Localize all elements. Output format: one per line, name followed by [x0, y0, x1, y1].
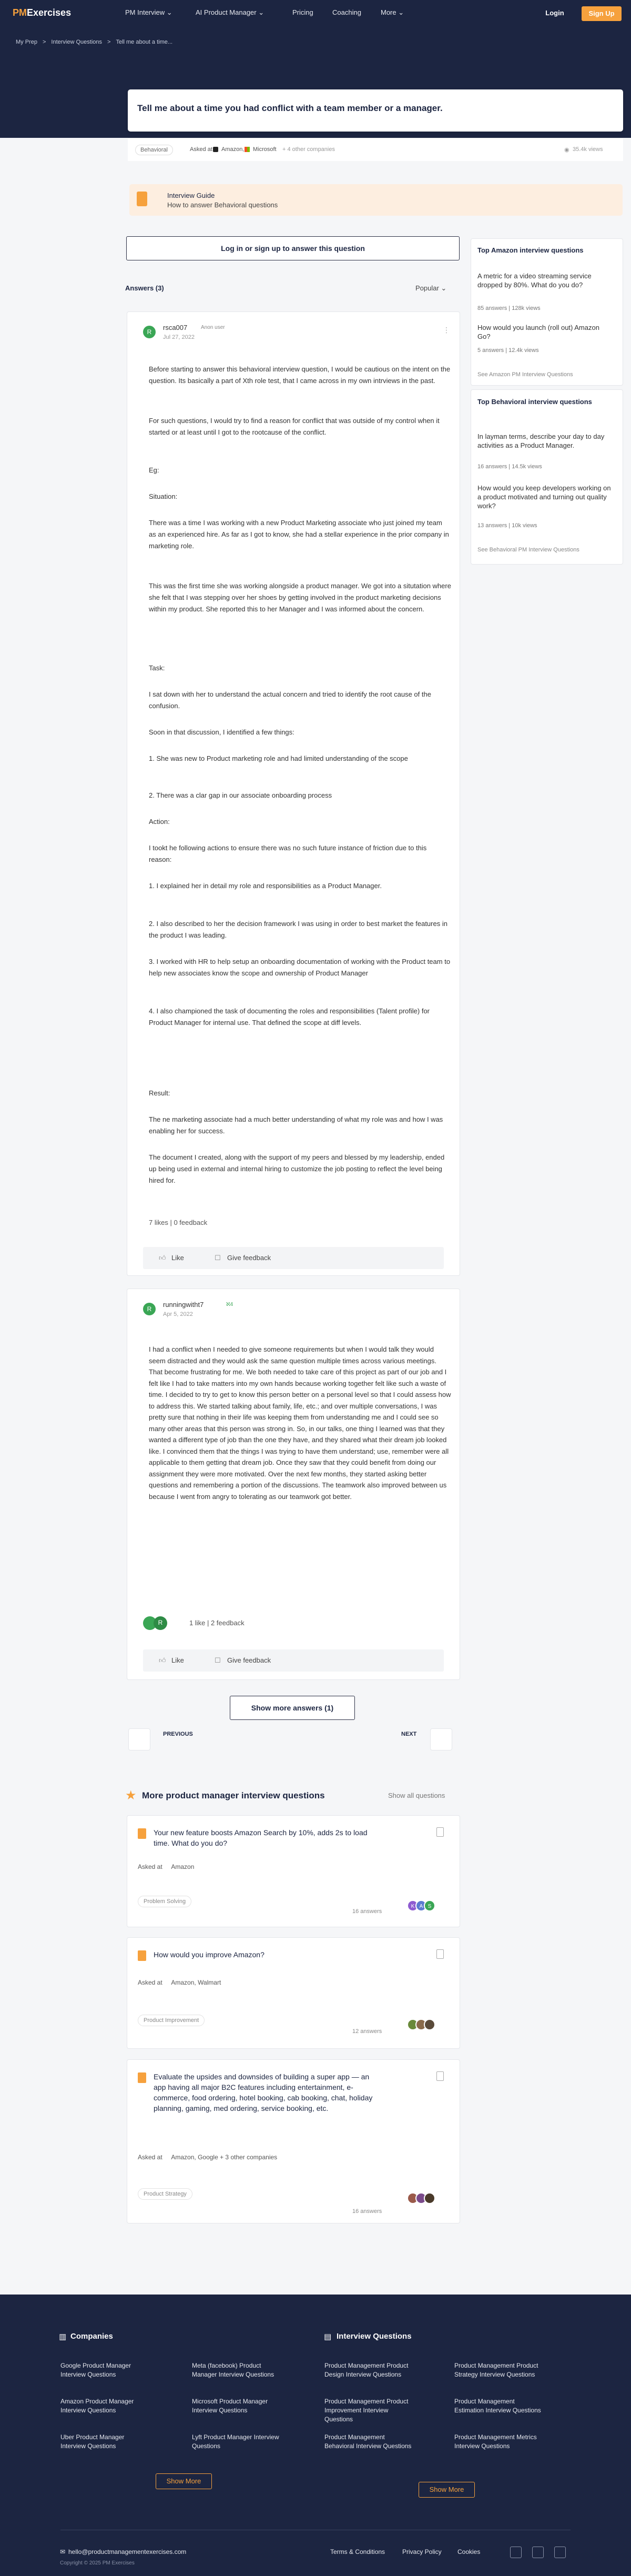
answer-paragraph: This was the first time she was working alongside a product manager. We got into a situtation where she felt that I was stepping over her shoes by getting involved in the product marketing decisions within my product. She reported this to her Manager and I was informed about the concern.: [149, 582, 451, 613]
sort-dropdown[interactable]: Popular ⌄: [415, 284, 447, 292]
answer-paragraph: There was a time I was working with a new Product Marketing associate who just joined my team as an experienced hire. As far as I got to know, she had a stellar experience in the prior company in marketing role.: [149, 519, 449, 550]
footer-companies-show-more[interactable]: Show More: [156, 2473, 212, 2489]
star-icon: ★: [125, 1788, 137, 1803]
question-icon: [138, 1828, 146, 1839]
asked-at-label: Asked at: [138, 1979, 162, 1986]
sidebar-question[interactable]: In layman terms, describe your day to day activities as a Product Manager.: [477, 432, 605, 449]
footer-link[interactable]: Google Product Manager Interview Questions: [60, 2362, 131, 2378]
answer-paragraph: Result:: [149, 1089, 170, 1097]
footer-copyright: Copyright © 2025 PM Exercises: [60, 2560, 135, 2566]
answer-card: R runningwitht7 ℵ4 Apr 5, 2022 I had a conflict when I needed to give someone requirements but when I would talk they would seem distracted and they would ask the same question multiple times across various meetings. That become frustrating for me. We both needed to take care of this project as part of our job and I felt like I had to take matters into my own hands because working together felt like such a waste of time. I decided to try to get to know this person better on a personal level so that I could assess how to address this. We started talking about family, life, etc.; and over multiple conversations, I was pretty sure that nothing in their life was keeping them from understanding me and I could see so many other areas that this person was strong in. So, in our talks, one thing I learned was that they wanted a different type of job than the one they have, and they shared what their dream job looked like. I convinced them that the things I was trying to have them understand; use, remember were all applicable to them getting that dream job. Once they saw that they could benefit from doing our assignment they were more motivated. Over the next few months, they started asking better questions and remembering a portion of the discussions. The teamwork also improved between us because I went from angry to tolerating as our teamwork got better. R 1 like | 2 feedback 👍︎ Like ☐ Give feedback: [127, 1289, 460, 1680]
sidebar-amazon-title: Top Amazon interview questions: [477, 246, 584, 254]
give-feedback-button[interactable]: Give feedback: [227, 1656, 271, 1664]
answer-count: 16 answers: [352, 2208, 382, 2215]
asked-at-label: Asked at: [138, 2154, 162, 2161]
breadcrumb-sep: >: [107, 39, 111, 45]
nav-more[interactable]: More ⌄: [381, 8, 404, 16]
company-list[interactable]: Amazon, Google + 3 other companies: [171, 2154, 278, 2161]
breadcrumb: [16, 39, 178, 45]
answer-text: I had a conflict when I needed to give someone requirements but when I would talk they would seem distracted and they would ask the same question multiple times across various meetings. That become frustrating for me. We both needed to take care of this project as part of our job and I felt like I had to take matters into my own hands because working together felt like such a waste of time. I decided to try to get to know this person better on a personal level so that I could assess how to address this. We started talking about family, life, etc.; and over multiple conversations, I was pretty sure that nothing in their life was keeping them from understanding me and I could see so many other areas that this person was strong in. So, in our talks, one thing I learned was that they wanted a different type of job than the one they have, and they shared what their dream job looked like. I convinced them that the things I was trying to have them understand; use, remember were all applicable to them getting that dream job. Once they saw that they could benefit from doing our assignment they were more motivated. Over the next few months, they started asking better questions and remembering a portion of the discussions. The teamwork also improved between us because I went from angry to tolerating as our teamwork got better.: [149, 1345, 451, 1501]
breadcrumb-my-prep[interactable]: My Prep: [16, 39, 37, 45]
like-count[interactable]: 7 likes: [149, 1219, 168, 1226]
answer-paragraph: The document I created, along with the support of my peers and blessed by my leadership, ended up being used in external and internal hiring to customize the job posting to reflect the level being hired for.: [149, 1153, 445, 1184]
facebook-icon[interactable]: [554, 2547, 566, 2558]
sidebar-behavioral-title: Top Behavioral interview questions: [477, 398, 592, 406]
answer-paragraph: Situation:: [149, 492, 178, 500]
nav-ai-product-manager[interactable]: AI Product Manager ⌄: [196, 8, 264, 16]
user-badge: ℵ4: [226, 1302, 233, 1307]
previous-arrow-button[interactable]: [128, 1728, 150, 1750]
company-amazon[interactable]: Amazon,: [221, 146, 245, 153]
question-card-title[interactable]: Your new feature boosts Amazon Search by 10%, adds 2s to load time. What do you do?: [154, 1828, 368, 1847]
question-tag[interactable]: Product Improvement: [138, 2015, 205, 2026]
question-icon: [138, 1950, 146, 1961]
answers-heading: Answers (3): [125, 284, 164, 292]
sidebar-question-meta: 5 answers | 12.4k views: [477, 347, 539, 354]
view-count: 35.4k views: [573, 146, 603, 153]
answer-paragraph: Task:: [149, 664, 165, 672]
footer-link[interactable]: Product Management Metrics Interview Questions: [454, 2433, 537, 2450]
question-card: [128, 89, 623, 132]
amazon-logo-icon: [213, 147, 218, 152]
interview-guide-banner[interactable]: [129, 184, 623, 216]
answerer-avatar: K: [407, 1900, 419, 1911]
guide-title: Interview Guide: [167, 192, 215, 199]
footer-questions-title: Interview Questions: [337, 2332, 412, 2341]
login-to-answer-button[interactable]: Log in or sign up to answer this question: [126, 236, 460, 260]
sidebar-amazon-questions: [471, 238, 623, 386]
footer-link[interactable]: Product Management Estimation Interview Questions: [454, 2398, 541, 2414]
answer-paragraph: 2. I also described to her the decision framework I was using in order to best market the features in the product I was leading.: [149, 920, 447, 939]
sidebar-question-meta: 13 answers | 10k views: [477, 522, 537, 529]
mail-icon: ✉: [60, 2548, 66, 2555]
question-title: Tell me about a time you had conflict with a team member or a manager.: [137, 103, 443, 113]
eye-icon: ◉: [564, 147, 569, 153]
answer-paragraph: For such questions, I would try to find a reason for conflict that was outside of my control when it started or at least until I got to the rootcause of the conflict.: [149, 417, 440, 436]
bookmark-icon[interactable]: [436, 1827, 444, 1837]
answerer-avatar: A: [415, 1900, 427, 1911]
footer-companies-title: Companies: [70, 2332, 113, 2341]
answer-paragraph: 2. There was a clar gap in our associate onboarding process: [149, 791, 332, 799]
sidebar-question-meta: 85 answers | 128k views: [477, 305, 541, 311]
question-tag[interactable]: Product Strategy: [138, 2188, 192, 2200]
category-tag[interactable]: Behavioral: [135, 145, 173, 155]
footer-link[interactable]: Product Management Product Improvement Interview Questions: [324, 2398, 409, 2423]
company-list[interactable]: Amazon: [171, 1863, 195, 1870]
feedback-icon: ☐: [215, 1656, 221, 1664]
guide-book-icon: [137, 192, 147, 206]
company-microsoft[interactable]: Microsoft: [253, 146, 277, 153]
signup-button[interactable]: Sign Up: [582, 6, 622, 21]
sidebar-amazon-link[interactable]: See Amazon PM Interview Questions: [477, 371, 573, 378]
twitter-icon[interactable]: [532, 2547, 544, 2558]
feedback-count[interactable]: 2 feedback: [210, 1619, 245, 1627]
footer-link[interactable]: Lyft Product Manager Interview Questions: [192, 2433, 279, 2450]
answer-paragraph: 3. I worked with HR to help setup an onboarding documentation of working with the Product team to help new associates know the scope and ownership of Product Manager: [149, 958, 451, 977]
question-card-title[interactable]: Evaluate the upsides and downsides of building a super app — an app having all major B2C features including entertainment, e-commerce, food ordering, hotel booking, cab booking, chat, holiday planning, gaming, med ordering, service booking, etc.: [154, 2072, 373, 2112]
sidebar-question[interactable]: How would you launch (roll out) Amazon Go?: [477, 324, 599, 340]
asked-at-label: Asked at: [190, 146, 212, 153]
answer-count: 12 answers: [352, 2028, 382, 2035]
avatar[interactable]: R: [143, 326, 156, 338]
like-count[interactable]: 1 like: [189, 1619, 206, 1627]
answer-paragraph: Before starting to answer this behavioral interview question, I would be cautious on the intent on the question. Its basically a part of Xth role test, that I came across in my own intrviews in the past.: [149, 365, 451, 385]
footer-link[interactable]: Product Management Behavioral Interview Questions: [324, 2433, 412, 2450]
question-card[interactable]: [127, 1937, 460, 2049]
sidebar-question-meta: 16 answers | 14.5k views: [477, 464, 542, 470]
previous-label[interactable]: PREVIOUS: [163, 1731, 193, 1737]
footer-link[interactable]: Uber Product Manager Interview Questions: [60, 2433, 125, 2450]
nav-pm-interview[interactable]: PM Interview ⌄: [125, 8, 172, 16]
question-meta: [128, 138, 623, 161]
like-button[interactable]: Like: [171, 1254, 184, 1262]
linkedin-icon[interactable]: [510, 2547, 522, 2558]
asked-at-label: Asked at: [138, 1863, 162, 1870]
answer-date: Jul 27, 2022: [163, 334, 195, 340]
more-questions-title: More product manager interview questions: [142, 1790, 325, 1800]
feedback-count[interactable]: 0 feedback: [174, 1219, 208, 1226]
avatar[interactable]: R: [143, 1303, 156, 1315]
liker-avatar[interactable]: R: [154, 1616, 167, 1630]
answerer-avatar: S: [424, 1900, 435, 1911]
top-nav: [0, 0, 631, 25]
building-icon: ▥: [59, 2332, 67, 2341]
nav-coaching[interactable]: Coaching: [332, 8, 361, 16]
username[interactable]: runningwitht7: [163, 1301, 204, 1309]
sidebar-question[interactable]: How would you keep developers working on a product motivated and turning out quality work?: [477, 484, 611, 510]
next-arrow-button[interactable]: [430, 1728, 452, 1750]
question-card[interactable]: [127, 1815, 460, 1927]
list-icon: ▤: [324, 2332, 332, 2341]
question-card[interactable]: [127, 2059, 460, 2223]
answer-paragraph: 1. I explained her in detail my role and responsibilities as a Product Manager.: [149, 882, 382, 890]
answer-paragraph: 1. She was new to Product marketing role and had limited understanding of the scope: [149, 754, 408, 762]
thumbs-up-icon: 👍︎: [159, 1656, 166, 1664]
breadcrumb-interview-questions[interactable]: Interview Questions: [51, 39, 103, 45]
username[interactable]: rsca007: [163, 324, 188, 331]
footer-terms-link[interactable]: Terms & Conditions: [330, 2548, 385, 2555]
footer-link[interactable]: Product Management Product Design Interview Questions: [324, 2362, 409, 2378]
show-all-questions-link[interactable]: Show all questions: [388, 1792, 445, 1799]
show-more-answers-button[interactable]: Show more answers (1): [230, 1696, 355, 1720]
give-feedback-button[interactable]: Give feedback: [227, 1254, 271, 1262]
like-button[interactable]: Like: [171, 1656, 184, 1664]
answer-paragraph: I sat down with her to understand the actual concern and tried to identify the root cause of the confusion.: [149, 690, 431, 710]
footer-email[interactable]: hello@productmanagementexercises.com: [68, 2548, 187, 2555]
answer-paragraph: Soon in that discussion, I identified a few things:: [149, 728, 294, 736]
sidebar-behavioral-questions: [471, 389, 623, 565]
footer-link[interactable]: Meta (facebook) Product Manager Interview Questions: [192, 2362, 274, 2378]
question-card-title[interactable]: How would you improve Amazon?: [154, 1950, 264, 1959]
feedback-icon: ☐: [215, 1254, 221, 1262]
login-button[interactable]: Login: [545, 9, 564, 17]
answer-paragraph: I tookt he following actions to ensure there was no such future instance of friction due to this reason:: [149, 844, 427, 863]
footer-link[interactable]: Product Management Product Strategy Interview Questions: [454, 2362, 538, 2378]
answer-paragraph: 4. I also championed the task of documenting the roles and responsibilities (Talent profile) for Product Manager for internal use. That defined the scope at diff levels.: [149, 1007, 430, 1027]
user-badge: Anon user: [201, 325, 225, 330]
answer-paragraph: Action:: [149, 818, 170, 826]
guide-subtitle[interactable]: How to answer Behavioral questions: [167, 201, 278, 209]
sidebar-behavioral-link[interactable]: See Behavioral PM Interview Questions: [477, 547, 579, 553]
company-list[interactable]: Amazon, Walmart: [171, 1979, 221, 1986]
footer-link[interactable]: Microsoft Product Manager Interview Questions: [192, 2398, 268, 2414]
bookmark-icon[interactable]: [436, 2071, 444, 2081]
sidebar-question[interactable]: A metric for a video streaming service dropped by 80%. What do you do?: [477, 272, 592, 289]
question-icon: [138, 2072, 146, 2083]
breadcrumb-current: Tell me about a time...: [116, 39, 173, 45]
bookmark-icon[interactable]: [436, 1949, 444, 1959]
question-tag[interactable]: Problem Solving: [138, 1896, 191, 1907]
answerer-avatar: [424, 2192, 435, 2204]
microsoft-logo-icon: [245, 147, 250, 152]
answer-action-bar: [143, 1247, 444, 1269]
thumbs-up-icon: 👍︎: [159, 1254, 166, 1262]
footer-link[interactable]: Amazon Product Manager Interview Questions: [60, 2398, 134, 2414]
more-options-icon[interactable]: ⋮: [443, 326, 450, 334]
breadcrumb-sep: >: [42, 39, 46, 45]
footer-cookies-link[interactable]: Cookies: [457, 2548, 481, 2555]
answer-date: Apr 5, 2022: [163, 1311, 193, 1317]
next-label[interactable]: NEXT: [401, 1731, 417, 1737]
footer-privacy-link[interactable]: Privacy Policy: [402, 2548, 442, 2555]
logo[interactable]: PMExercises: [13, 7, 72, 18]
answer-card: R rsca007 Anon user Jul 27, 2022 ⋮ Before starting to answer this behavioral interview question, I would be cautious on the intent on the question. Its basically a part of Xth role test, that I came across in my own intrviews in the past. For such questions, I would try to find a reason for conflict that was outside of my control when it started or at least until I got to the rootcause of the conflict. Eg: Situation: There was a time I was working with a new Product Marketing associate who just joined my team as an experienced hire. As far as I got to know, she had a stellar experience in the prior company in marketing role. This was the first time she was working alongside a product manager. We got into a situtation where she felt that I was stepping over her shoes by getting involved in the product marketing decisions within my product. She reported this to her Manager and I was informed about the concern. Task: I sat down with her to understand the actual concern and tried to identify the root cause of the confusion. Soon in that discussion, I identified a few things: 1. She was new to Product marketing role and had limited understanding of the scope 2. There was a clar gap in our associate onboarding process Action: I tookt he following actions to ensure there was no such future instance of friction due to this reason: 1. I explained her in detail my role and responsibilities as a Product Manager. 2. I also described to her the decision framework I was using in order to best market the features in the product I was leading. 3. I worked with HR to help setup an onboarding documentation of working with the Product team to help new associates know the scope and ownership of Product Manager 4. I also championed the task of documenting the roles and responsibilities (Talent profile) for Product Manager for internal use. That defined the scope at diff levels. Result: The ne marketing associate had a much better understanding of what my role was and how I was enabling her for success. The document I created, along with the support of my peers and blessed by my leadership, ended up being used in external and internal hiring to customize the job posting to reflect the level being hired for. 7 likes | 0 feedback 👍︎ Like ☐ Give feedback: [127, 311, 460, 1276]
footer-questions-show-more[interactable]: Show More: [419, 2482, 475, 2498]
answerer-avatar: [424, 2019, 435, 2030]
more-companies[interactable]: + 4 other companies: [282, 146, 335, 153]
answer-paragraph: The ne marketing associate had a much better understanding of what my role was and how I was enabling her for success.: [149, 1115, 443, 1135]
nav-pricing[interactable]: Pricing: [292, 8, 313, 16]
answer-action-bar: [143, 1649, 444, 1672]
answer-paragraph: Eg:: [149, 466, 159, 474]
answer-count: 16 answers: [352, 1908, 382, 1915]
